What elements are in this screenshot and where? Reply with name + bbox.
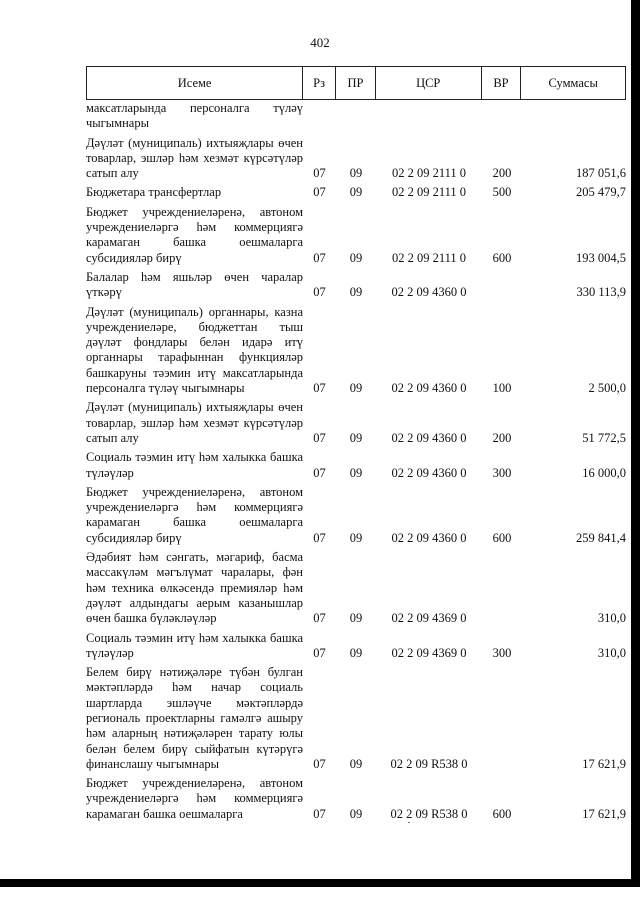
table-row bbox=[86, 270, 626, 301]
row-name: Бюджет учреждениеләренә, автоном учреждениеләргә һәм коммерциягә карамаган башка оешмаларга субсидияләр бирү bbox=[86, 204, 303, 265]
table-row bbox=[86, 776, 626, 822]
row-name: Социаль тәэмин итү һәм халыкка башка түләүләр bbox=[86, 450, 303, 480]
column-header-csr: ЦСР bbox=[376, 67, 482, 99]
row-pr: 09 bbox=[349, 756, 363, 771]
row-csr: 02 2 09 4360 0 bbox=[391, 430, 467, 445]
row-rz: 07 bbox=[313, 756, 326, 771]
table-header bbox=[86, 66, 626, 100]
row-vr: 100 bbox=[492, 381, 512, 396]
row-sum: 205 479,7 bbox=[576, 185, 626, 200]
row-pr: 09 bbox=[349, 645, 363, 660]
table-row bbox=[86, 485, 626, 546]
row-csr: 02 2 09 4360 0 bbox=[391, 465, 467, 480]
column-header-sum: Суммасы bbox=[548, 75, 598, 90]
row-pr: 09 bbox=[349, 611, 363, 626]
row-pr: 09 bbox=[349, 166, 363, 181]
row-sum: 51 772,5 bbox=[582, 430, 626, 445]
scan-border-bottom bbox=[0, 879, 640, 887]
row-pr: 09 bbox=[349, 530, 363, 545]
column-header-name: Исеме bbox=[87, 67, 303, 99]
table-body bbox=[86, 101, 626, 822]
row-name: Дәүләт (муниципаль) органнары, казна учреждениеләре, бюджеттан тыш дәүләт фондлары белән идарә итү органнары тарафыннан функцияләр башкаруны тәэмин итү максатларында персоналга түләү чыгымнары bbox=[86, 304, 303, 396]
row-name: максатларында персоналга түләү чыгымнары bbox=[86, 101, 303, 131]
row-name: Дәүләт (муниципаль) ихтыяҗлары өчен товарлар, эшләр һәм хезмәт күрсәтүләр сатып алу bbox=[86, 400, 303, 445]
row-pr: 09 bbox=[349, 806, 363, 821]
row-sum: 330 113,9 bbox=[576, 285, 626, 300]
row-vr: 600 bbox=[492, 806, 512, 821]
row-pr: 09 bbox=[349, 381, 363, 396]
row-vr: 200 bbox=[492, 166, 512, 181]
row-rz: 07 bbox=[313, 185, 326, 200]
table-row bbox=[86, 631, 626, 662]
row-csr: 02 2 09 4360 0 bbox=[391, 530, 467, 545]
row-name: Бюджет учреждениеләренә, автоном учреждениеләргә һәм коммерциягә карамаган башка оешмаларга bbox=[86, 776, 303, 821]
row-csr: 02 2 09 R538 0 bbox=[390, 756, 468, 771]
row-vr: 300 bbox=[492, 645, 512, 660]
row-name: Бюджет учреждениеләренә, автоном учреждениеләргә һәм коммерциягә карамаган башка оешмаларга субсидияләр бирү bbox=[86, 484, 303, 545]
row-name: Социаль тәэмин итү һәм халыкка башка түләүләр bbox=[86, 630, 303, 660]
scan-border-right bbox=[631, 0, 640, 887]
row-sum: 310,0 bbox=[597, 611, 626, 626]
row-pr: 09 bbox=[349, 185, 363, 200]
row-sum: 193 004,5 bbox=[576, 250, 626, 265]
table-row bbox=[86, 665, 626, 772]
row-csr: 02 2 09 4369 0 bbox=[391, 645, 467, 660]
row-csr: 02 2 09 2111 0 bbox=[391, 250, 467, 265]
row-rz: 07 bbox=[313, 285, 326, 300]
row-pr: 09 bbox=[349, 430, 363, 445]
row-csr: 02 2 09 4360 0 bbox=[391, 381, 467, 396]
row-rz: 07 bbox=[313, 166, 326, 181]
row-vr: 500 bbox=[492, 185, 512, 200]
row-name: Дәүләт (муниципаль) ихтыяҗлары өчен товарлар, эшләр һәм хезмәт күрсәтүләр сатып алу bbox=[86, 135, 303, 181]
column-header-vr: ВР bbox=[482, 67, 522, 99]
column-header-pr: ПР bbox=[336, 67, 376, 99]
row-vr: 300 bbox=[492, 465, 512, 480]
row-csr: 02 2 09 2111 0 bbox=[391, 166, 467, 181]
table-row bbox=[86, 400, 626, 446]
page-number: 402 bbox=[310, 35, 330, 50]
row-sum: 16 000,0 bbox=[582, 465, 626, 480]
column-header-rz: Рз bbox=[303, 67, 336, 99]
row-rz: 07 bbox=[313, 465, 326, 480]
row-rz: 07 bbox=[313, 430, 326, 445]
table-row bbox=[86, 101, 626, 132]
table-row bbox=[86, 205, 626, 266]
row-rz: 07 bbox=[313, 611, 326, 626]
row-sum: 187 051,6 bbox=[576, 166, 626, 181]
table-row bbox=[86, 185, 626, 200]
row-sum: 17 621,9 bbox=[582, 756, 626, 771]
row-name: Балалар һәм яшьләр өчен чаралар үткәрү bbox=[86, 269, 303, 300]
row-vr: 600 bbox=[492, 530, 512, 545]
row-csr: 02 2 09 4369 0 bbox=[391, 611, 467, 626]
row-csr: 02 2 09 R538 0 bbox=[390, 806, 468, 821]
row-pr: 09 bbox=[349, 285, 363, 300]
row-sum: 17 621,9 bbox=[582, 806, 626, 821]
row-name: Белем бирү нәтиҗәләре түбән булган мәктәпләрдә һәм начар социаль шартларда эшләүче мәктәпләрдә региональ проектларны гамәлгә ашыру һәм аларның нәтиҗәләрен тарату юлы белән белем бирү сыйфатын күтәрүгә финанслашу чыгымнары bbox=[86, 665, 303, 771]
row-rz: 07 bbox=[313, 381, 326, 396]
row-pr: 09 bbox=[349, 250, 363, 265]
row-vr: 600 bbox=[492, 250, 512, 265]
table-row bbox=[86, 136, 626, 182]
table-row bbox=[86, 305, 626, 397]
row-sum: 310,0 bbox=[597, 645, 626, 660]
row-csr: 02 2 09 4360 0 bbox=[391, 285, 467, 300]
row-sum: 2 500,0 bbox=[588, 381, 626, 396]
row-rz: 07 bbox=[313, 806, 326, 821]
row-vr: 200 bbox=[492, 430, 512, 445]
row-rz: 07 bbox=[313, 645, 326, 660]
row-rz: 07 bbox=[313, 250, 326, 265]
table-row bbox=[86, 450, 626, 481]
row-pr: 09 bbox=[349, 465, 363, 480]
row-csr: 02 2 09 2111 0 bbox=[391, 185, 467, 200]
row-name: Бюджетара трансфертлар bbox=[86, 185, 222, 200]
scan-speck bbox=[408, 822, 410, 823]
table-row bbox=[86, 550, 626, 626]
row-sum: 259 841,4 bbox=[576, 530, 626, 545]
row-rz: 07 bbox=[313, 530, 326, 545]
row-name: Әдәбият һәм сәнгать, мәгариф, басма массакүләм мәгълүмат чаралары, фән һәм техника өлкәсендә премияләр һәм дәүләт алдындагы аерым казанышлар өчен башка бүләкләүләр bbox=[86, 550, 303, 626]
